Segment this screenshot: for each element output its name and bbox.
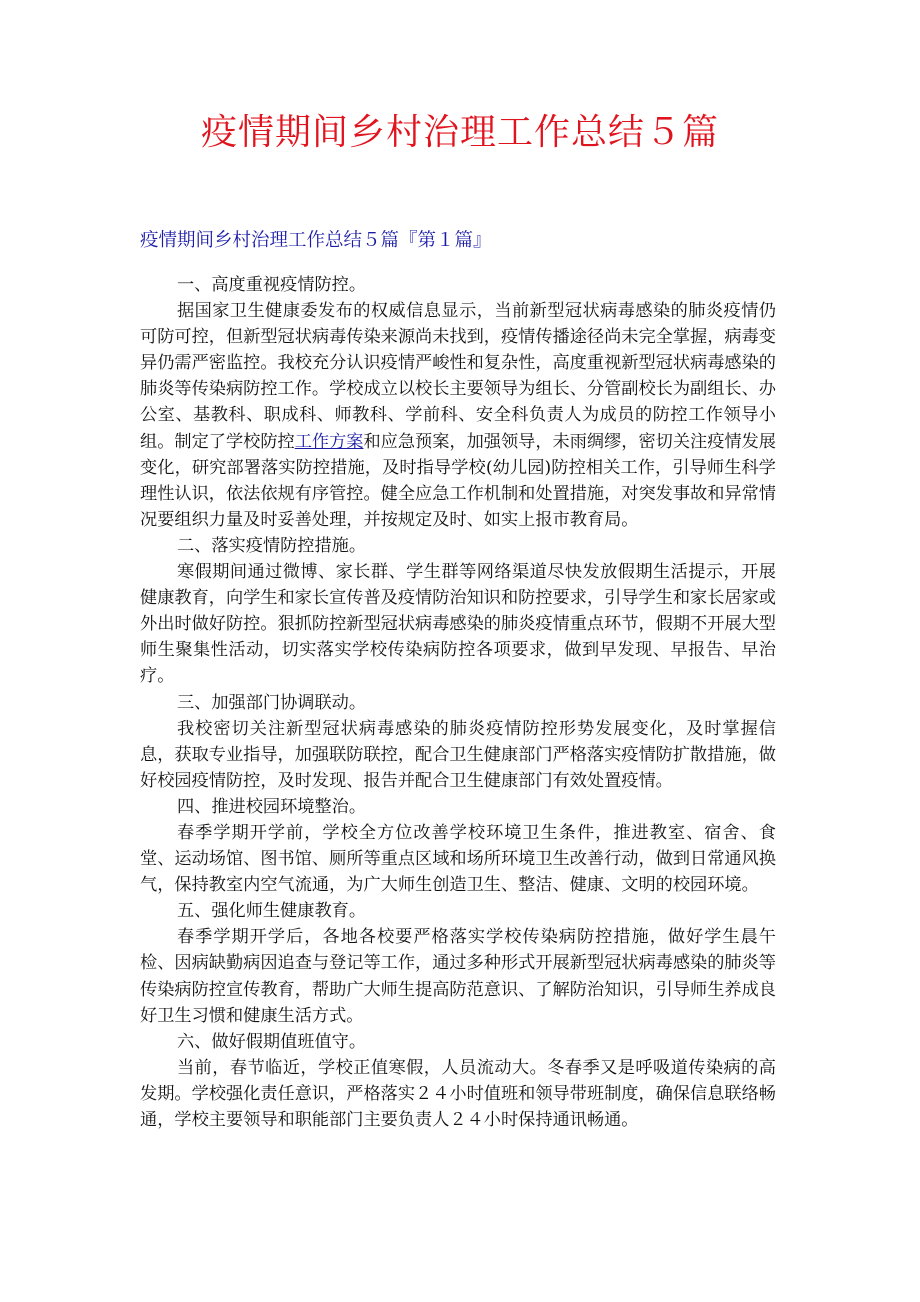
paragraph-1 — [140, 298, 776, 533]
point-heading-1: 一、高度重视疫情防控。 — [176, 275, 367, 295]
paragraph-2: 寒假期间通过微博、家长群、学生群等网络渠道尽快发放假期生活提示，开展健康教育，向学生和家长宣传普及疫情防治知识和防控要求，引导学生和家长居家或外出时做好防控。狠抓防控新型冠状病毒感染的肺炎疫情重点环节，假期不开展大型师生聚集性活动，切实落实学校传染病防控各项要求，做到早发现、早报告、早治疗。 — [140, 562, 776, 687]
paragraph-6: 当前，春节临近，学校正值寒假，人员流动大。冬春季又是呼吸道传染病的高发期。学校强化责任意识，严格落实２４小时值班和领导带班制度，确保信息联络畅通，学校主要领导和职能部门主要负责人２４小时保持通讯畅通。 — [140, 1057, 776, 1130]
point-heading-4: 四、推进校园环境整治。 — [176, 796, 367, 817]
document-body — [140, 272, 776, 1133]
paragraph-1-text-a: 据国家卫生健康委发布的权威信息显示，当前新型冠状病毒感染的肺炎疫情仍可防可控，但新型冠状病毒传染来源尚未找到，疫情传播途径尚未完全掌握，病毒变异仍需严密监控。我校充分认识疫情严峻性和复杂性，高度重视新型冠状病毒感染的肺炎等传染病防控工作。学校成立以校长主要领导为组长、分管副校长为副组长、办公室、基教科、职成科、师教科、学前科、安全科负责人为成员的防控工作领导小组。制定了学校防控 — [140, 301, 776, 452]
point-heading-6: 六、做好假期值班值守。 — [176, 1031, 367, 1052]
paragraph-5: 春季学期开学后，各地各校要严格落实学校传染病防控措施，做好学生晨午检、因病缺勤病因追查与登记等工作，通过多种形式开展新型冠状病毒感染的肺炎等传染病防控宣传教育，帮助广大师生提高防范意识、了解防治知识，引导师生养成良好卫生习惯和健康生活方式。 — [140, 927, 776, 1026]
point-heading-3: 三、加强部门协调联动。 — [176, 692, 367, 713]
point-heading-2: 二、落实疫情防控措施。 — [176, 535, 367, 556]
paragraph-3: 我校密切关注新型冠状病毒感染的肺炎疫情防控形势发展变化，及时掌握信息，获取专业指导，加强联防联控，配合卫生健康部门严格落实疫情防扩散措施，做好校园疫情防控，及时发现、报告并配合卫生健康部门有效处置疫情。 — [140, 718, 776, 791]
section-heading: 疫情期间乡村治理工作总结５篇『第１篇』 — [140, 230, 492, 251]
document-title: 疫情期间乡村治理工作总结５篇 — [200, 112, 719, 153]
point-heading-5: 五、强化师生健康教育。 — [176, 901, 367, 922]
work-plan-link[interactable]: 工作方案 — [294, 431, 364, 452]
paragraph-4: 春季学期开学前，学校全方位改善学校环境卫生条件，推进教室、宿舍、食堂、运动场馆、图书馆、厕所等重点区域和场所环境卫生改善行动，做到日常通风换气，保持教室内空气流通，为广大师生创造卫生、整洁、健康、文明的校园环境。 — [140, 822, 776, 896]
paragraph-1-text-b: 和应急预案，加强领导，未雨绸缪，密切关注疫情发展变化，研究部署落实防控措施，及时指导学校(幼儿园)防控相关工作，引导师生科学理性认识，依法依规有序管控。健全应急工作机制和处置措施，对突发事故和异常情况要组织力量及时妥善处理，并按规定及时、如实上报市教育局。 — [140, 431, 776, 530]
